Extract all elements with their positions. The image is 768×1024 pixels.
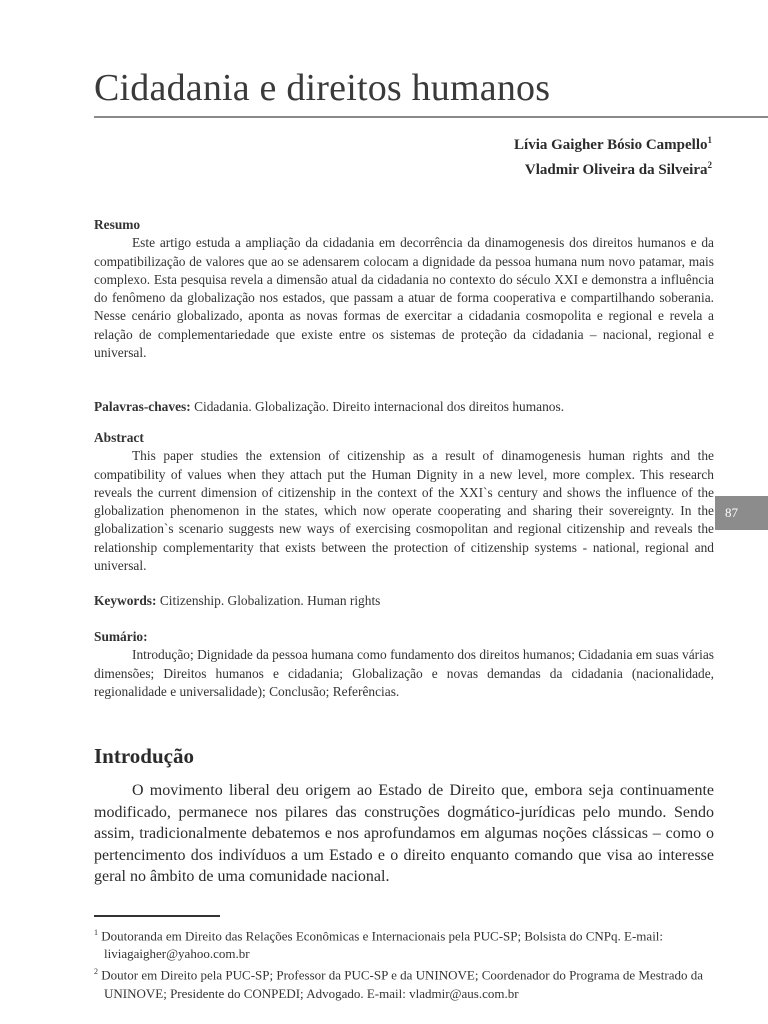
introducao-paragraph: O movimento liberal deu origem ao Estado de Direito que, embora seja continuamente modificado, permanece nos pilares das construções dogmático-jurídicas pelo mundo. Sendo assim, tradicionalmente debatemos e nos aprofundamos em algumas noções clássicas – como o pertencimento dos indivíduos a um Estado e o direito enquanto comando que visa ao interesse geral no âmbito de uma comunidade nacional. xyxy=(94,782,714,885)
resumo-heading: Resumo xyxy=(94,217,141,232)
keywords-text: Citizenship. Globalization. Human rights xyxy=(159,593,381,608)
resumo-section xyxy=(94,216,714,362)
footnote-mark: 2 xyxy=(707,160,712,170)
footnote-2 xyxy=(94,963,718,1002)
author-list xyxy=(514,130,712,180)
paper-title: Cidadania e direitos humanos xyxy=(94,67,551,109)
abstract-heading: Abstract xyxy=(94,430,144,445)
author-2 xyxy=(514,155,712,180)
palavras-chaves-text: Cidadania. Globalização. Direito internacional dos direitos humanos. xyxy=(194,399,565,414)
title-divider xyxy=(94,116,768,118)
footnote-mark: 1 xyxy=(94,928,98,937)
abstract-text: This paper studies the extension of citizenship as a result of dinamogenesis human rights and the compatibility of values when they attach put the Human Dignity in a new level, more complex. This research reveals the current dimension of citizenship in the context of the XXI`s century and shows the influence of the globalization phenomenon in the states, which now operate cooperating and sharing their sovereignty. In the globalization`s scenario suggests new ways of exercising cosmopolitan and regional citizenship and reveals the relationship complementarity that exists between the protection of citizenship systems - national, regional and universal. xyxy=(94,448,714,574)
section-heading-introducao: Introdução xyxy=(94,744,194,768)
palavras-chaves-label: Palavras-chaves: xyxy=(94,399,191,414)
introducao-body xyxy=(94,780,714,888)
footnotes xyxy=(94,924,718,1003)
keywords-label: Keywords: xyxy=(94,593,157,608)
footnote-mark: 2 xyxy=(94,967,98,977)
page-number-tab: 87 xyxy=(715,496,768,530)
author-name: Vladmir Oliveira da Silveira xyxy=(524,162,708,178)
resumo-text: Este artigo estuda a ampliação da cidadania em decorrência da dinamogenesis dos direitos humanos e da compatibilização de valores que ao se adensarem colocam a dignidade da pessoa humana num novo patamar, mais complexo. Esta pesquisa revela a dimensão atual da cidadania no contexto do século XXI e demonstra a influência do fenômeno da globalização nos estados, que passam a atuar de forma cooperativa e compartilhando soberania. Nesse cenário globalizado, aponta as novas formas de exercitar a cidadania cosmopolita e regional e revela a relação de complementariedade que existe entre os sistemas de proteção da cidadania – nacional, regional e universal. xyxy=(94,235,714,361)
footnote-text: Doutor em Direito pela PUC-SP; Professor da PUC-SP e da UNINOVE; Coordenador do Programa de Mestrado da UNINOVE; Presidente do CONPEDI; Advogado. E-mail: vladmir@aus.com.br xyxy=(101,967,704,1001)
author-1 xyxy=(514,130,712,155)
sumario-text: Introdução; Dignidade da pessoa humana como fundamento dos direitos humanos; Cidadania em suas várias dimensões; Direitos humanos e cidadania; Globalização e novas demandas da cidadania (nacionalidade, regionalidade e universalidade); Conclusão; Referências. xyxy=(94,647,714,699)
sumario-heading: Sumário: xyxy=(94,629,148,644)
footnote-divider xyxy=(94,915,220,917)
abstract-section xyxy=(94,429,714,575)
palavras-chaves xyxy=(94,398,714,416)
author-name: Lívia Gaigher Bósio Campello xyxy=(514,137,708,153)
footnote-mark: 1 xyxy=(707,135,712,145)
footnote-1 xyxy=(94,924,718,963)
footnote-text: Doutoranda em Direito das Relações Econômicas e Internacionais pela PUC-SP; Bolsista do CNPq. E-mail: liviagaigher@yahoo.com.br xyxy=(101,928,664,962)
sumario-section xyxy=(94,628,714,701)
keywords xyxy=(94,592,714,610)
